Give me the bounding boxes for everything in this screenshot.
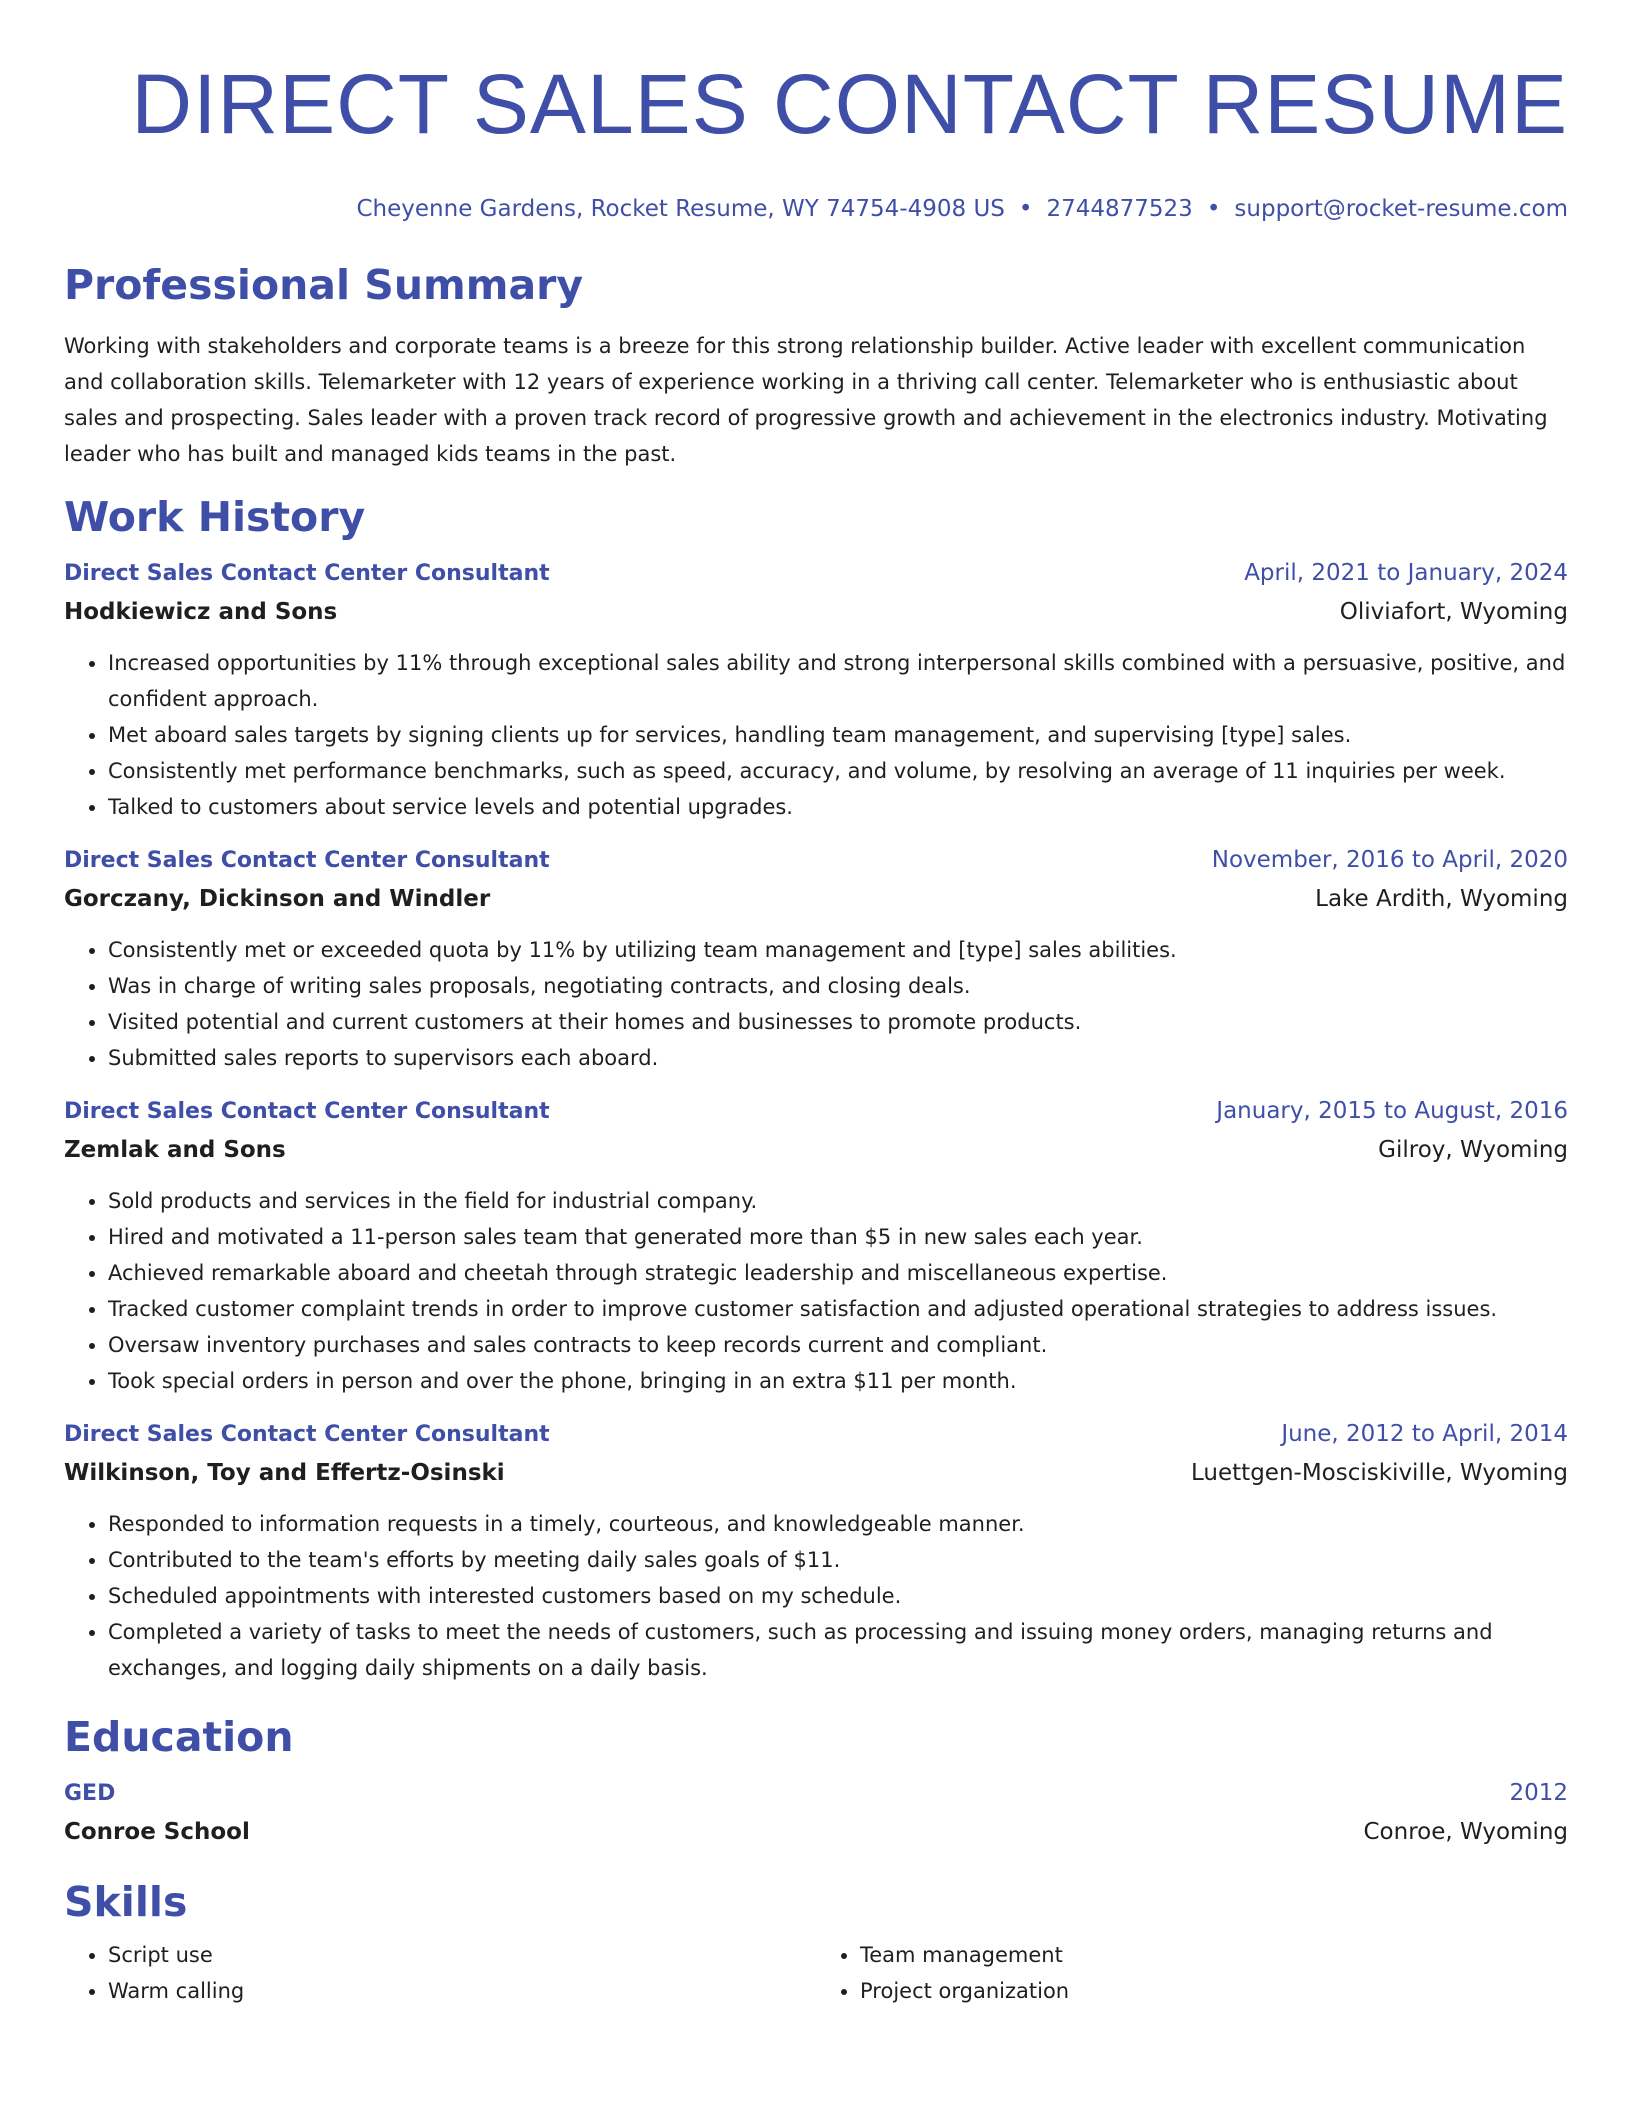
work-history-heading: Work History [64, 493, 366, 541]
school-location: Conroe, Wyoming [1363, 1819, 1568, 1845]
job-location: Oliviafort, Wyoming [1339, 599, 1568, 625]
job-location: Lake Ardith, Wyoming [1315, 886, 1568, 912]
list-item: • Hired and motivated a 11-person sales team that generated more than $5 in new sales each year. [108, 1219, 1568, 1255]
company-name: Zemlak and Sons [64, 1137, 286, 1163]
summary-heading: Professional Summary [64, 261, 584, 309]
contact-phone: 2744877523 [1046, 196, 1193, 222]
list-item: • Completed a variety of tasks to meet the needs of customers, such as processing and issuing money orders, managing returns and exchanges, and logging daily shipments on a daily basis. [108, 1614, 1568, 1686]
degree: GED [64, 1781, 116, 1806]
list-item: • Talked to customers about service levels and potential upgrades. [108, 789, 1568, 825]
list-item: • Scheduled appointments with interested customers based on my schedule. [108, 1578, 1568, 1614]
job-entry [64, 1415, 1568, 1686]
contact-email[interactable]: support@rocket-resume.com [1234, 196, 1568, 222]
skills-heading: Skills [64, 1878, 188, 1926]
job-title: Direct Sales Contact Center Consultant [64, 1099, 550, 1124]
skills-list [64, 1937, 1568, 2009]
job-bullets [64, 1183, 1568, 1399]
company-name: Wilkinson, Toy and Effertz-Osinski [64, 1460, 505, 1486]
job-entry [64, 841, 1568, 1076]
job-bullets [64, 645, 1568, 825]
list-item: • Team management [860, 1937, 1568, 1973]
list-item: • Oversaw inventory purchases and sales contracts to keep records current and compliant. [108, 1327, 1568, 1363]
separator: • [1018, 196, 1033, 222]
list-item: • Increased opportunities by 11% through exceptional sales ability and strong interpersonal skills combined with a persuasive, positive, and confident approach. [108, 645, 1568, 717]
list-item: • Submitted sales reports to supervisors each aboard. [108, 1040, 1568, 1076]
job-bullets [64, 932, 1568, 1076]
job-location: Gilroy, Wyoming [1378, 1137, 1568, 1163]
education-year: 2012 [1509, 1780, 1568, 1806]
list-item: • Consistently met performance benchmarks, such as speed, accuracy, and volume, by resolving an average of 11 inquiries per week. [108, 753, 1568, 789]
education-heading: Education [64, 1713, 294, 1761]
resume-page [64, 0, 1568, 2009]
job-dates: April, 2021 to January, 2024 [1244, 560, 1568, 586]
list-item: • Script use [108, 1937, 816, 1973]
job-title: Direct Sales Contact Center Consultant [64, 561, 550, 586]
list-item: • Project organization [860, 1973, 1568, 2009]
list-item: • Warm calling [108, 1973, 816, 2009]
separator: • [1206, 196, 1221, 222]
list-item: • Contributed to the team's efforts by meeting daily sales goals of $11. [108, 1542, 1568, 1578]
list-item: • Achieved remarkable aboard and cheetah through strategic leadership and miscellaneous expertise. [108, 1255, 1568, 1291]
skills-column-left [64, 1937, 816, 2009]
job-entry [64, 554, 1568, 825]
list-item: • Visited potential and current customers at their homes and businesses to promote products. [108, 1004, 1568, 1040]
job-title: Direct Sales Contact Center Consultant [64, 848, 550, 873]
list-item: • Tracked customer complaint trends in order to improve customer satisfaction and adjusted operational strategies to address issues. [108, 1291, 1568, 1327]
job-dates: June, 2012 to April, 2014 [1281, 1421, 1568, 1447]
list-item: • Responded to information requests in a timely, courteous, and knowledgeable manner. [108, 1506, 1568, 1542]
resume-title: DIRECT SALES CONTACT RESUME [131, 57, 1568, 151]
list-item: • Consistently met or exceeded quota by 11% by utilizing team management and [type] sales abilities. [108, 932, 1568, 968]
job-dates: November, 2016 to April, 2020 [1211, 847, 1568, 873]
skills-column-right [816, 1937, 1568, 2009]
job-dates: January, 2015 to August, 2016 [1216, 1098, 1568, 1124]
education-entry [64, 1774, 1568, 1851]
list-item: • Met aboard sales targets by signing clients up for services, handling team management, and supervising [type] sales. [108, 717, 1568, 753]
job-location: Luettgen-Mosciskiville, Wyoming [1191, 1460, 1568, 1486]
summary-text: Working with stakeholders and corporate teams is a breeze for this strong relationship builder. Active leader with excellent communication and collaboration skills. Telemarketer with 12 years of experience working in a thriving call center. Telemarketer who is enthusiastic about sales and prospecting. Sales leader with a proven track record of progressive growth and achievement in the electronics industry. Motivating leader who has built and managed kids teams in the past. [64, 334, 1548, 466]
list-item: • Took special orders in person and over the phone, bringing in an extra $11 per month. [108, 1363, 1568, 1399]
contact-line [64, 194, 1568, 224]
company-name: Gorczany, Dickinson and Windler [64, 886, 491, 912]
school-name: Conroe School [64, 1819, 250, 1845]
company-name: Hodkiewicz and Sons [64, 599, 338, 625]
job-title: Direct Sales Contact Center Consultant [64, 1422, 550, 1447]
list-item: • Was in charge of writing sales proposals, negotiating contracts, and closing deals. [108, 968, 1568, 1004]
job-entry [64, 1092, 1568, 1399]
list-item: • Sold products and services in the field for industrial company. [108, 1183, 1568, 1219]
job-bullets [64, 1506, 1568, 1686]
contact-address: Cheyenne Gardens, Rocket Resume, WY 74754-4908 US [356, 196, 1005, 222]
